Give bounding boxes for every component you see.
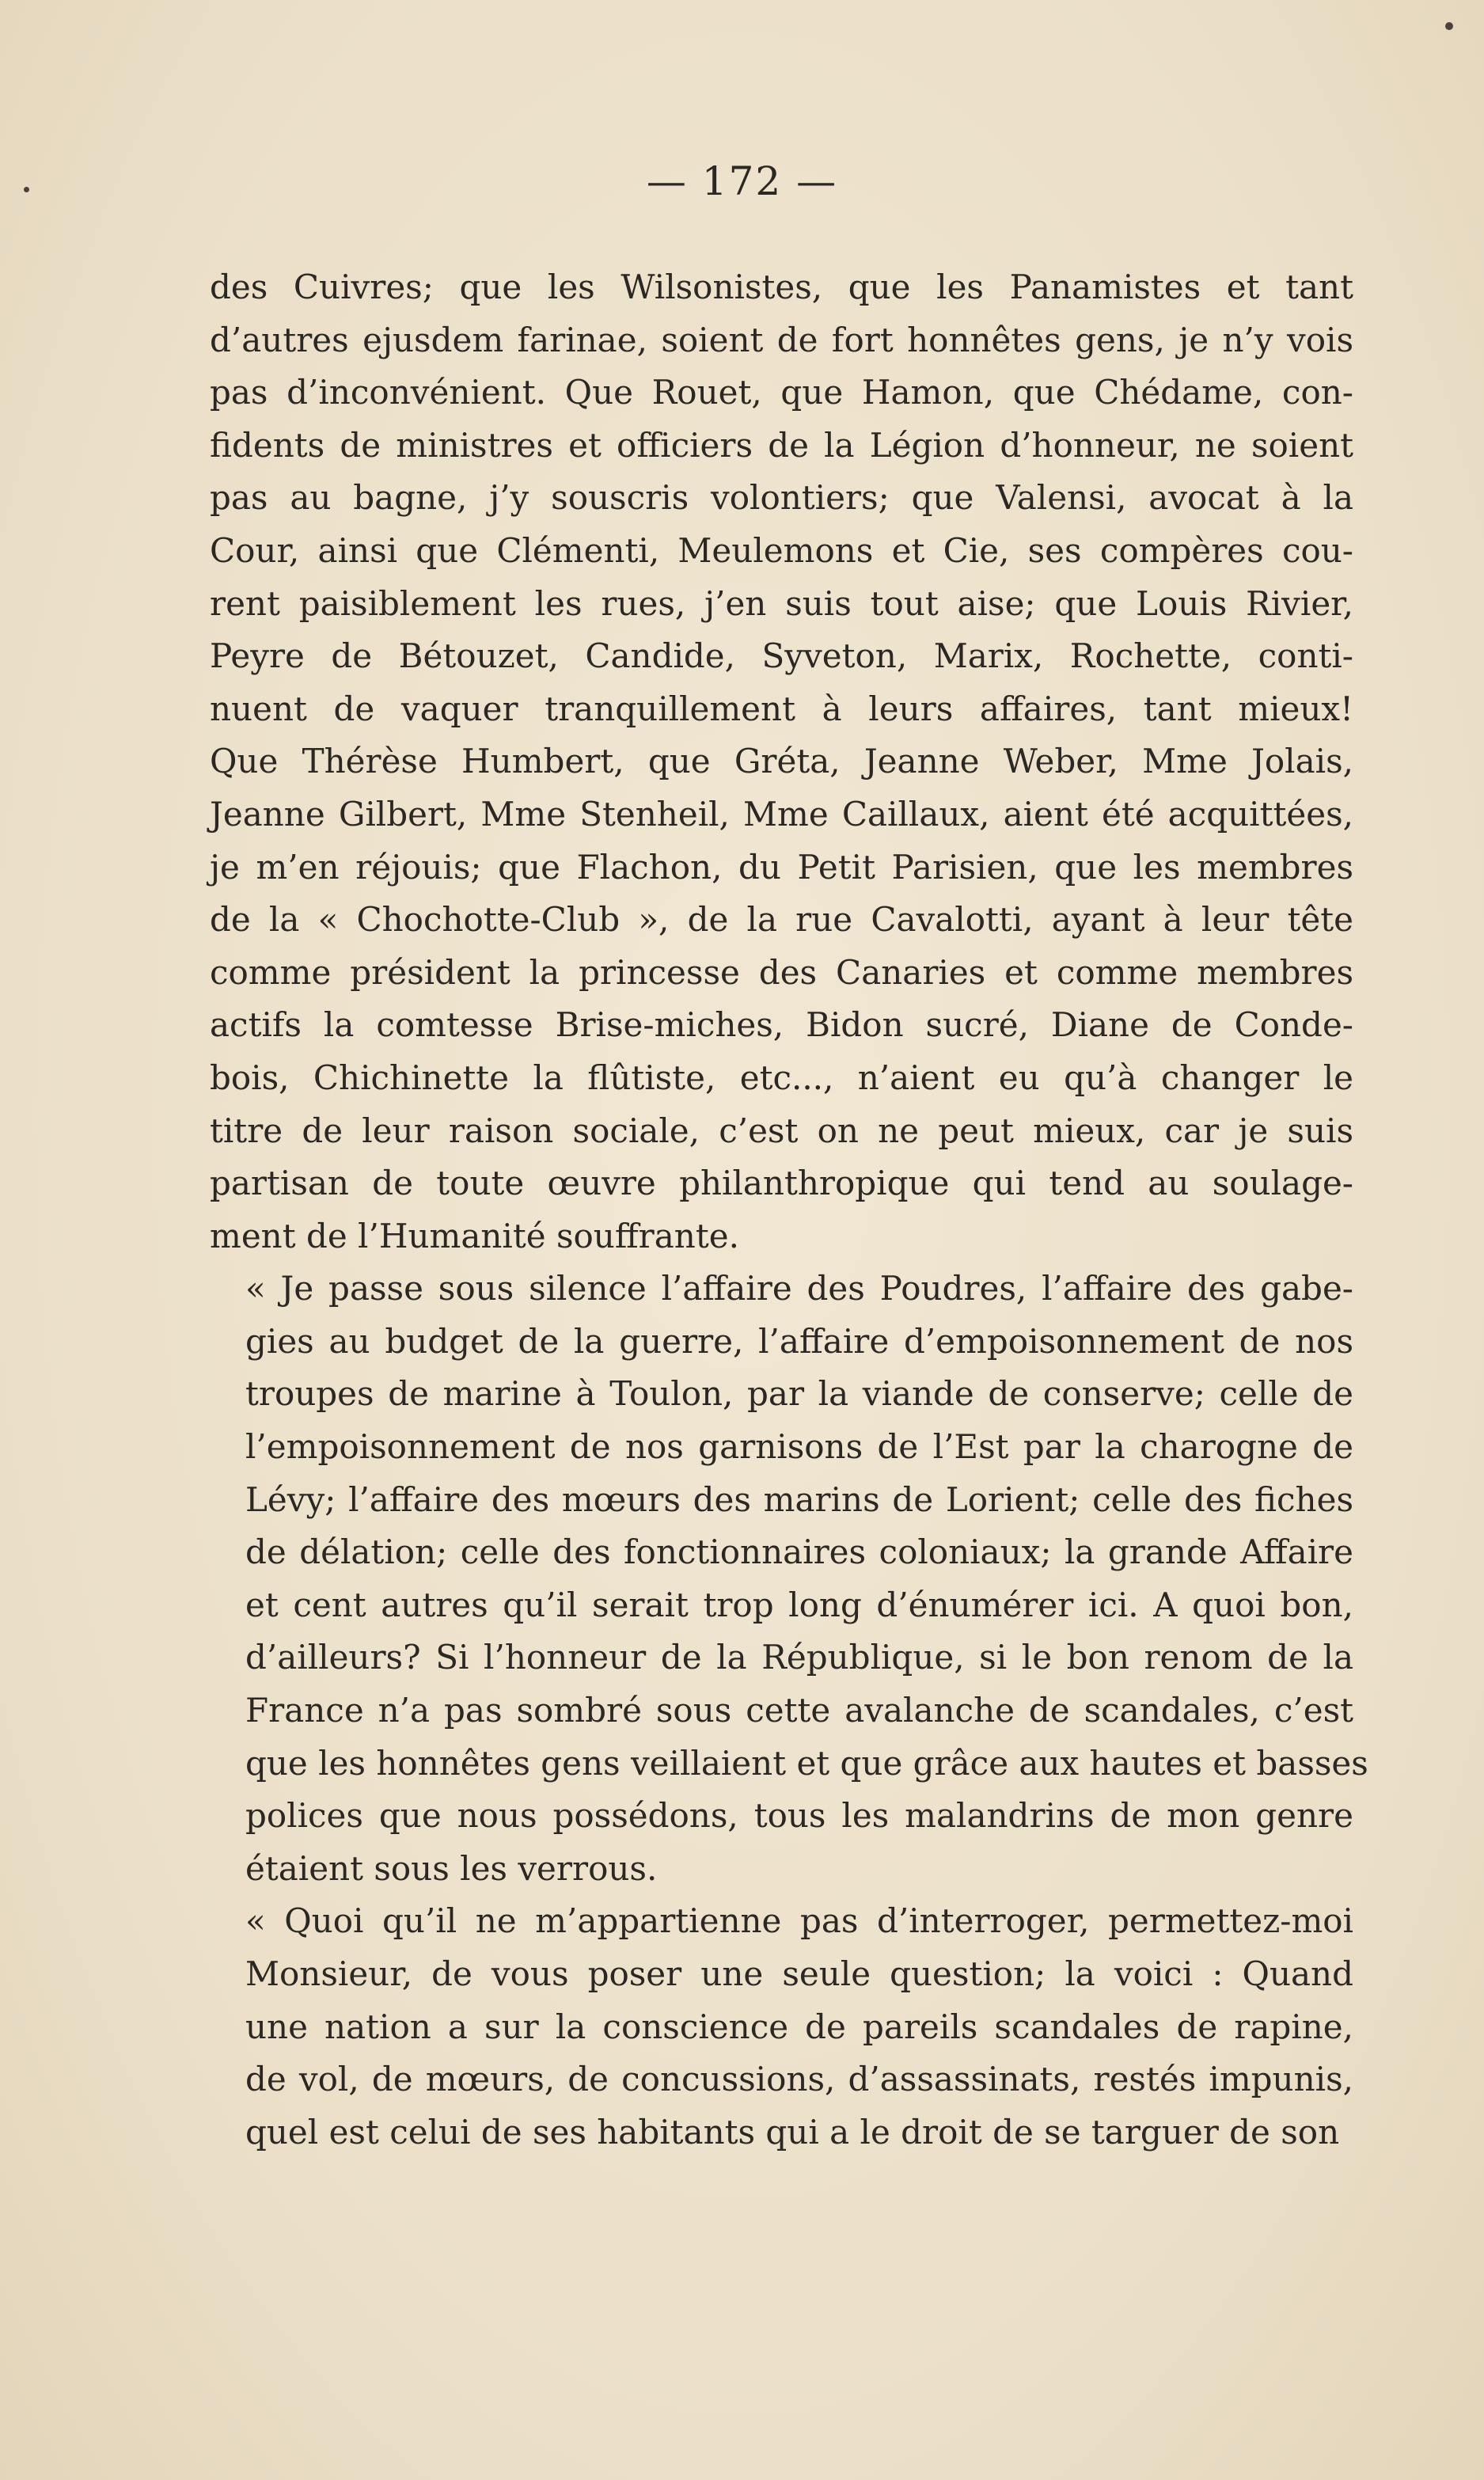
text-line: « Je passe sous silence l’affaire des Poudres, l’affaire des gabe- (245, 1269, 1353, 1308)
text-line: Peyre de Bétouzet, Candide, Syveton, Marix, Rochette, conti- (210, 636, 1353, 676)
text-line: Monsieur, de vous poser une seule question; la voici : Quand (245, 1954, 1353, 1993)
text-line: gies au budget de la guerre, l’affaire d’empoisonnement de nos (245, 1321, 1353, 1361)
text-line: d’autres ejusdem farinae, soient de fort honnêtes gens, je n’y vois (210, 320, 1353, 359)
text-line: titre de leur raison sociale, c’est on ne peut mieux, car je suis (210, 1111, 1353, 1150)
text-line: de délation; celle des fonctionnaires coloniaux; la grande Affaire (245, 1532, 1353, 1572)
text-line: ment de l’Humanité souffrante. (210, 1216, 739, 1255)
text-line: étaient sous les verrous. (245, 1848, 658, 1888)
text-line: Lévy; l’affaire des mœurs des marins de Lorient; celle des fiches (245, 1479, 1353, 1519)
text-line: des Cuivres; que les Wilsonistes, que les Panamistes et tant (210, 268, 1353, 306)
text-line: pas d’inconvénient. Que Rouet, que Hamon, que Chédame, con- (210, 373, 1353, 412)
text-line: pas au bagne, j’y souscris volontiers; que Valensi, avocat à la (210, 478, 1353, 518)
page-speck (1445, 22, 1453, 30)
paragraph (210, 1263, 1368, 1895)
text-line: troupes de marine à Toulon, par la viande de conserve; celle de (245, 1374, 1353, 1414)
text-line: rent paisiblement les rues, j’en suis tout aise; que Louis Rivier, (210, 583, 1353, 623)
text-line: comme président la princesse des Canaries et comme membres (210, 952, 1353, 992)
text-line: actifs la comtesse Brise-miches, Bidon sucré, Diane de Conde- (210, 1005, 1353, 1045)
text-line: partisan de toute œuvre philanthropique qui tend au soulage- (210, 1164, 1353, 1203)
paragraph (210, 261, 1353, 1263)
paragraph (210, 1895, 1353, 2159)
text-line: quel est celui de ses habitants qui a le droit de se targuer de son (245, 2112, 1340, 2151)
text-line: « Quoi qu’il ne m’appartienne pas d’interroger, permettez-moi (245, 1901, 1353, 1941)
text-line: fidents de ministres et officiers de la Légion d’honneur, ne soient (210, 425, 1353, 465)
text-line: de la « Chochotte-Club », de la rue Cavalotti, ayant à leur tête (210, 900, 1353, 940)
text-line: polices que nous possédons, tous les malandrins de mon genre (245, 1796, 1353, 1836)
text-line: et cent autres qu’il serait trop long d’énumérer ici. A quoi bon, (245, 1585, 1353, 1624)
text-line: nuent de vaquer tranquillement à leurs affaires, tant mieux! (210, 689, 1353, 728)
text-line: Cour, ainsi que Clémenti, Meulemons et Cie, ses compères cou- (210, 530, 1353, 570)
text-line: Jeanne Gilbert, Mme Stenheil, Mme Caillaux, aient été acquittées, (210, 794, 1353, 834)
text-line: de vol, de mœurs, de concussions, d’assassinats, restés impunis, (245, 2060, 1353, 2099)
text-line: l’empoisonnement de nos garnisons de l’Est par la charogne de (245, 1427, 1353, 1467)
text-line: d’ailleurs? Si l’honneur de la République, si le bon renom de la (245, 1638, 1353, 1677)
body-text (210, 261, 1368, 2159)
text-line: une nation a sur la conscience de pareils scandales de rapine, (245, 2007, 1353, 2046)
text-line: Que Thérèse Humbert, que Gréta, Jeanne Weber, Mme Jolais, (210, 742, 1353, 781)
page-number: — 172 — (646, 158, 838, 204)
text-line: France n’a pas sombré sous cette avalanche de scandales, c’est (245, 1691, 1353, 1730)
text-line: bois, Chichinette la flûtiste, etc..., n’aient eu qu’à changer le (210, 1058, 1353, 1097)
text-line: je m’en réjouis; que Flachon, du Petit Parisien, que les membres (210, 847, 1353, 887)
text-line: que les honnêtes gens veillaient et que grâce aux hautes et basses (245, 1743, 1368, 1783)
